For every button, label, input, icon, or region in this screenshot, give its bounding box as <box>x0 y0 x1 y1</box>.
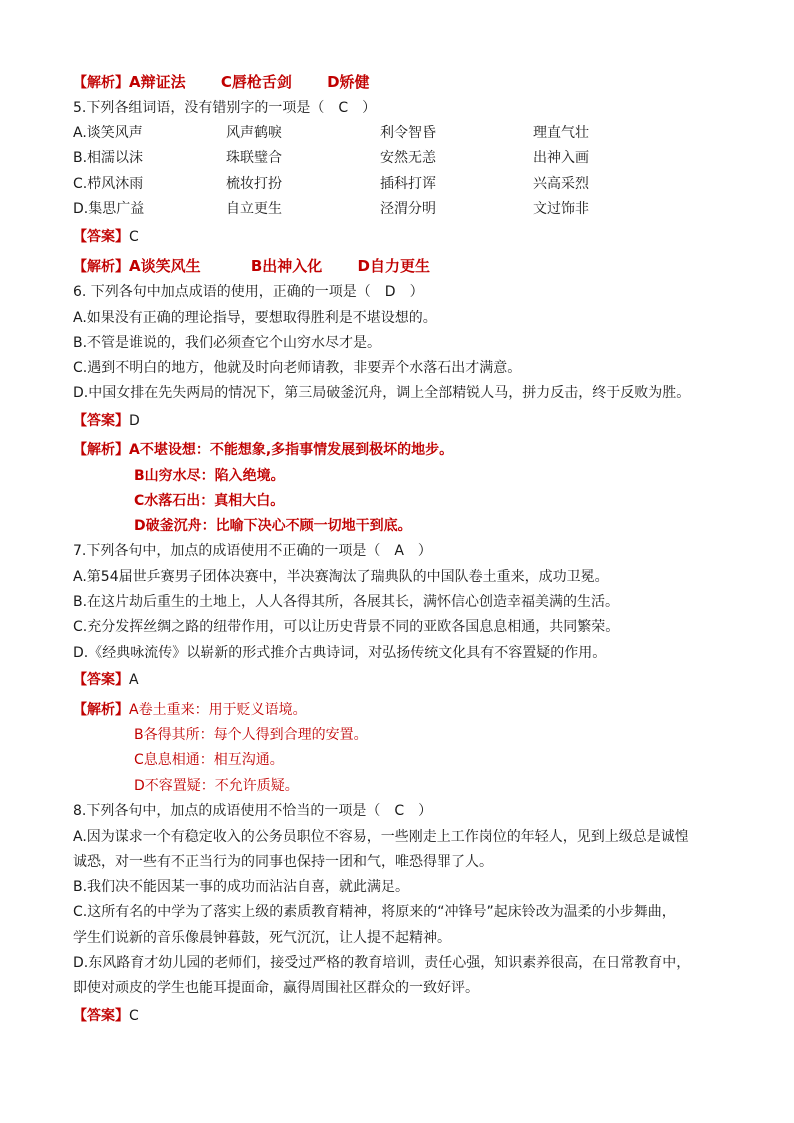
q6-question: 6. 下列各句中加点成语的使用，正确的一项是（ D ） <box>73 284 424 300</box>
q5-analysis: 【解析】A谈笑风生 B出神入化 D自力更生 <box>73 257 430 275</box>
q7-option: B.在这片劫后重生的土地上，人人各得其所，各展其长，满怀信心创造幸福美满的生活。 <box>73 594 620 610</box>
q6-answer: 【答案】D <box>73 413 140 429</box>
q7-option: D.《经典咏流传》以崭新的形式推介古典诗词，对弘扬传统文化具有不容置疑的作用。 <box>73 645 607 661</box>
q8-option: B.我们决不能因某一事的成功而沾沾自喜，就此满足。 <box>73 879 410 895</box>
q6-option: B.不管是谁说的，我们必须查它个山穷水尽才是。 <box>73 335 382 351</box>
q8-option: D.东风路育才幼儿园的老师们，接受过严格的教育培训，责任心强，知识素养很高，在日常教育中， <box>73 955 691 971</box>
q6-analysis-line: D破釜沉舟：比喻下决心不顾一切地干到底。 <box>134 518 412 534</box>
q5-question: 5.下列各组词语，没有错别字的一项是（ C ） <box>73 100 377 116</box>
q7-answer: 【答案】A <box>73 672 139 688</box>
q7-option: A.第54届世乒赛男子团体决赛中，半决赛淘汰了瑞典队的中国队卷土重来，成功卫冕。 <box>73 569 609 585</box>
q8-question: 8.下列各句中，加点的成语使用不恰当的一项是（ C ） <box>73 803 433 819</box>
q7-option: C.充分发挥丝绸之路的纽带作用，可以让历史背景不同的亚欧各国息息相通，共同繁荣。 <box>73 619 620 635</box>
q7-question: 7.下列各句中，加点的成语使用不正确的一项是（ A ） <box>73 543 432 559</box>
q8-option: 诚恐，对一些有不正当行为的同事也保持一团和气，唯恐得罪了人。 <box>73 854 493 870</box>
q6-analysis-line: B山穷水尽：陷入绝境。 <box>134 468 285 484</box>
q6-option: D.中国女排在先失两局的情况下，第三局破釜沉舟，调上全部精锐人马，拼力反击，终于反败为胜。 <box>73 385 691 401</box>
q5-answer: 【答案】C <box>73 229 139 245</box>
q7-analysis-line: D不容置疑：不允许质疑。 <box>134 778 299 794</box>
q7-analysis: 【解析】A卷土重来：用于贬义语境。 <box>73 702 307 718</box>
q8-option: 学生们说新的音乐像晨钟暮鼓，死气沉沉，让人提不起精神。 <box>73 930 451 946</box>
q6-analysis-line: C水落石出：真相大白。 <box>134 493 285 509</box>
q6-analysis: 【解析】A不堪设想：不能想象,多指事情发展到极坏的地步。 <box>73 442 454 458</box>
q8-option: A.因为谋求一个有稳定收入的公务员职位不容易，一些刚走上工作岗位的年轻人，见到上级总是诚惶 <box>73 829 689 845</box>
q6-option: C.遇到不明白的地方，他就及时向老师请教，非要弄个水落石出才满意。 <box>73 360 522 376</box>
q4-analysis <box>73 72 370 93</box>
q8-option: C.这所有名的中学为了落实上级的素质教育精神，将原来的“冲锋号”起床铃改为温柔的小步舞曲， <box>73 904 676 920</box>
q6-option: A.如果没有正确的理论指导，要想取得胜利是不堪设想的。 <box>73 310 437 326</box>
q8-answer: 【答案】C <box>73 1008 139 1024</box>
analysis-text: A辩证法 C唇枪舌剑 D矫健 <box>129 73 370 91</box>
document-page: 【解析】A辩证法 C唇枪舌剑 D矫健 5.下列各组词语，没有错别字的一项是（ C ） A.谈笑风声 风声鹤唳 利令智昏 理直气壮 B.相濡以沫 珠联璧合 安然无恙 出神入画 C.栉风沐雨 梳妆打扮 插科打诨 兴高采烈 D.集思广益 自立更生 泾渭分明 文过饰非 【答案】C 【解析】A谈笑风生 B出神入化 D自力更生 6. 下列各句中加点成语的使用，正确的一项是（ D ） A.如果没有正确的理论指导，要想取得胜利是不堪设想的。 B.不管是谁说的，我们必须查它个山穷水尽才是。 C.遇到不明白的地方，他就及时向老师请教，非要弄个水落石出才满意。 D.中国女排在先失两局的情况下，第三局破釜沉舟，调上全部精锐人马，拼力反击，终于反败为胜。 【答案】D 【解析】A不堪设想：不能想象,多指事情发展到极坏的地步。 B山穷水尽：陷入绝境。 C水落石出：真相大白。 D破釜沉舟：比喻下决心不顾一切地干到底。 7.下列各句中，加点的成语使用不正确的一项是（ A ） A.第54届世乒赛男子团体决赛中，半决赛淘汰了瑞典队的中国队卷土重来，成功卫冕。 B.在这片劫后重生的土地上，人人各得其所，各展其长，满怀信心创造幸福美满的生活。 C.充分发挥丝绸之路的纽带作用，可以让历史背景不同的亚欧各国息息相通，共同繁荣。 D.《经典咏流传》以崭新的形式推介古典诗词，对弘扬传统文化具有不容置疑的作用。 【答案】A 【解析】A卷土重来：用于贬义语境。 B各得其所：每个人得到合理的安置。 C息息相通：相互沟通。 D不容置疑：不允许质疑。 8.下列各句中，加点的成语使用不恰当的一项是（ C ） A.因为谋求一个有稳定收入的公务员职位不容易，一些刚走上工作岗位的年轻人，见到上级总是诚惶 诚恐，对一些有不正当行为的同事也保持一团和气，唯恐得罪了人。 B.我们决不能因某一事的成功而沾沾自喜，就此满足。 C.这所有名的中学为了落实上级的素质教育精神，将原来的“冲锋号”起床铃改为温柔的小步舞曲， 学生们说新的音乐像晨钟暮鼓，死气沉沉，让人提不起精神。 D.东风路育才幼儿园的老师们，接受过严格的教育培训，责任心强，知识素养很高，在日常教育中， 即使对顽皮的学生也能耳提面命，赢得周围社区群众的一致好评。 【答案】C <box>73 73 691 1024</box>
q7-analysis-line: C息息相通：相互沟通。 <box>134 752 284 768</box>
q7-analysis-line: B各得其所：每个人得到合理的安置。 <box>134 727 368 743</box>
q8-option: 即使对顽皮的学生也能耳提面命，赢得周围社区群众的一致好评。 <box>73 980 479 996</box>
analysis-label: 【解析】 <box>73 75 129 91</box>
